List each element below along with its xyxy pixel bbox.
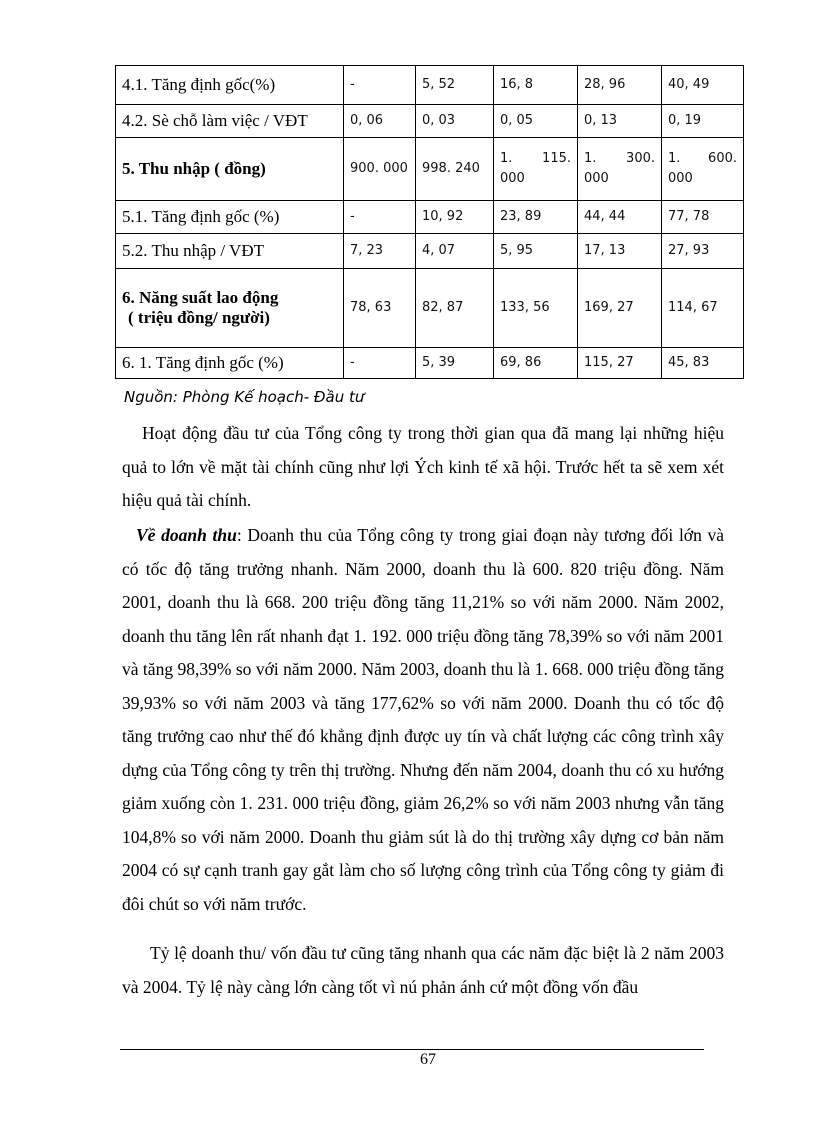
- cell-line: 000: [500, 171, 525, 186]
- cell-line: 000: [668, 171, 693, 186]
- table-cell: 0, 05: [494, 105, 578, 138]
- table-cell: 40, 49: [662, 66, 744, 105]
- paragraph-body: : Doanh thu của Tổng công ty trong giai đoạn này tương đối lớn và có tốc độ tăng trưởng nhanh. Năm 2000, doanh thu là 600. 820 triệu đồng. Năm 2001, doanh thu là 668. 200 triệu đồng tăng 11,21% so với năm 2000. Năm 2002, doanh thu tăng lên rất nhanh đạt 1. 192. 000 triệu đồng tăng 78,39% so với năm 2001 và tăng 98,39% so với năm 2000. Năm 2003, doanh thu là 1. 668. 000 triệu đồng tăng 39,93% so với năm 2003 và tăng 177,62% so với năm 2000. Doanh thu có tốc độ tăng trưởng cao như thế đó khẳng định được uy tín và chất lượng các công trình xây dựng của Tổng công ty trên thị trường. Nhưng đến năm 2004, doanh thu có xu hướng giảm xuống còn 1. 231. 000 triệu đồng, giảm 26,2% so với năm 2003 nhưng vẫn tăng 104,8% so với năm 2000. Doanh thu giảm sút là do thị trường xây dựng cơ bản năm 2004 có sự cạnh tranh gay gắt làm cho số lượng công trình của Tổng công ty giảm đi đôi chút so với năm trước.: [122, 525, 725, 914]
- table-cell: 169, 27: [578, 269, 662, 348]
- table-cell: [494, 138, 578, 201]
- table-cell: 115, 27: [578, 348, 662, 379]
- table-cell: 27, 93: [662, 234, 744, 269]
- cell-line: 1. 300.: [584, 151, 655, 166]
- table-cell: 998. 240: [416, 138, 494, 201]
- row-label: 6. 1. Tăng định gốc (%): [116, 348, 344, 379]
- row-label: 4.1. Tăng định gốc(%): [116, 66, 344, 105]
- footer-divider: [120, 1049, 704, 1050]
- table-cell: 16, 8: [494, 66, 578, 105]
- cell-line: 1. 600.: [668, 151, 737, 166]
- table-row: [116, 269, 744, 348]
- row-label-line: ( triệu đồng/ người): [128, 308, 270, 327]
- paragraph-lead: Về doanh thu: [136, 525, 237, 545]
- table-row: [116, 234, 744, 269]
- table-cell: 5, 39: [416, 348, 494, 379]
- table-cell: 5, 52: [416, 66, 494, 105]
- row-label-line: 6. Năng suất lao động: [122, 288, 279, 307]
- table-row: [116, 66, 744, 105]
- table-cell: 0, 13: [578, 105, 662, 138]
- cell-line: 1. 115.: [500, 151, 571, 166]
- table-cell: 0, 19: [662, 105, 744, 138]
- table-cell: 0, 03: [416, 105, 494, 138]
- table-cell: 10, 92: [416, 201, 494, 234]
- row-label: 4.2. Sè chỗ làm việc / VĐT: [116, 105, 344, 138]
- table-cell: 45, 83: [662, 348, 744, 379]
- statistics-table: [115, 65, 744, 379]
- table-cell: 114, 67: [662, 269, 744, 348]
- table-cell: 78, 63: [344, 269, 416, 348]
- table-cell: 7, 23: [344, 234, 416, 269]
- paragraph: Hoạt động đầu tư của Tổng công ty trong thời gian qua đã mang lại những hiệu quả to lớn về mặt tài chính cũng như lợi Ých kinh tế xã hội. Trước hết ta sẽ xem xét hiệu quả tài chính.: [122, 423, 724, 510]
- paragraph: [122, 519, 724, 921]
- table-cell: [662, 138, 744, 201]
- table-row: [116, 105, 744, 138]
- table-cell: 5, 95: [494, 234, 578, 269]
- table-cell: 4, 07: [416, 234, 494, 269]
- table-cell: -: [344, 66, 416, 105]
- table-cell: 0, 06: [344, 105, 416, 138]
- row-label: 5.1. Tăng định gốc (%): [116, 201, 344, 234]
- table-cell: 133, 56: [494, 269, 578, 348]
- table-cell: 17, 13: [578, 234, 662, 269]
- page-number: 67: [420, 1051, 436, 1068]
- table-cell: 28, 96: [578, 66, 662, 105]
- row-label: 5. Thu nhập ( đồng): [116, 138, 344, 201]
- table-cell: [578, 138, 662, 201]
- cell-line: 000: [584, 171, 609, 186]
- table-cell: 23, 89: [494, 201, 578, 234]
- table-cell: -: [344, 348, 416, 379]
- table-cell: 69, 86: [494, 348, 578, 379]
- table-source-note: Nguồn: Phòng Kế hoạch- Đầu tư: [124, 388, 365, 406]
- table-row: [116, 201, 744, 234]
- table-row: [116, 348, 744, 379]
- table-row: [116, 138, 744, 201]
- table-cell: 77, 78: [662, 201, 744, 234]
- row-label: [116, 269, 344, 348]
- paragraph: Tỷ lệ doanh thu/ vốn đầu tư cũng tăng nhanh qua các năm đặc biệt là 2 năm 2003 và 2004. Tỷ lệ này càng lớn càng tốt vì nú phản ánh cứ một đồng vốn đầu: [122, 943, 724, 997]
- table-cell: 900. 000: [344, 138, 416, 201]
- table-cell: 44, 44: [578, 201, 662, 234]
- table-cell: 82, 87: [416, 269, 494, 348]
- table-cell: -: [344, 201, 416, 234]
- row-label: 5.2. Thu nhập / VĐT: [116, 234, 344, 269]
